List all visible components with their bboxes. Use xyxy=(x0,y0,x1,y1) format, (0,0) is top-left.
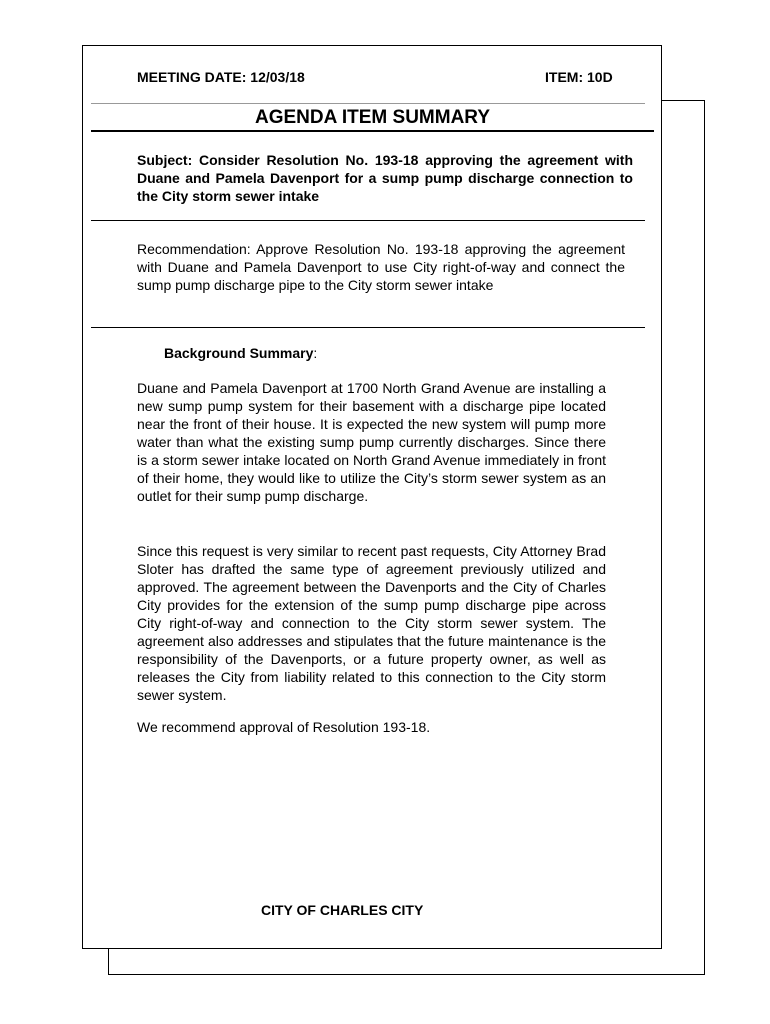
background-heading-label: Background Summary xyxy=(164,345,314,361)
divider-subject xyxy=(91,220,645,221)
divider-title xyxy=(91,130,654,132)
background-paragraph: We recommend approval of Resolution 193-18. xyxy=(137,719,431,735)
divider-recommendation xyxy=(91,327,645,328)
subject-text: Subject: Consider Resolution No. 193-18 approving the agreement with Duane and Pamela Davenport for a sump pump discharge connection to the City storm sewer intake xyxy=(137,152,633,204)
recommendation-text: Recommendation: Approve Resolution No. 193-18 approving the agreement with Duane and Pamela Davenport to use City right-of-way and connect the sump pump discharge pipe to the City storm sewer intake xyxy=(137,241,625,293)
background-heading xyxy=(164,345,317,361)
background-paragraph: Duane and Pamela Davenport at 1700 North Grand Avenue are installing a new sump pump system for their basement with a discharge pipe located near the front of their house. It is expected the new system will pump more water than what the existing sump pump currently discharges. Since there is a storm sewer intake located on North Grand Avenue immediately in front of their home, they would like to utilize the City’s storm sewer system as an outlet for their sump pump discharge. xyxy=(137,380,606,504)
page-title: AGENDA ITEM SUMMARY xyxy=(254,107,491,128)
background-heading-colon: : xyxy=(313,345,318,361)
background-paragraph: Since this request is very similar to recent past requests, City Attorney Brad Sloter has drafted the same type of agreement previously utilized and approved. The agreement between the Davenports and the City of Charles City provides for the extension of the sump pump discharge pipe across City right-of-way and connection to the City storm sewer system. The agreement also addresses and stipulates that the future maintenance is the responsibility of the Davenports, or a future property owner, as well as releases the City from liability related to this connection to the City storm sewer system. xyxy=(137,543,606,703)
footer-city-name: CITY OF CHARLES CITY xyxy=(261,902,424,918)
item-number: ITEM: 10D xyxy=(545,69,613,85)
meeting-date: MEETING DATE: 12/03/18 xyxy=(137,69,305,85)
divider-top xyxy=(91,103,645,104)
